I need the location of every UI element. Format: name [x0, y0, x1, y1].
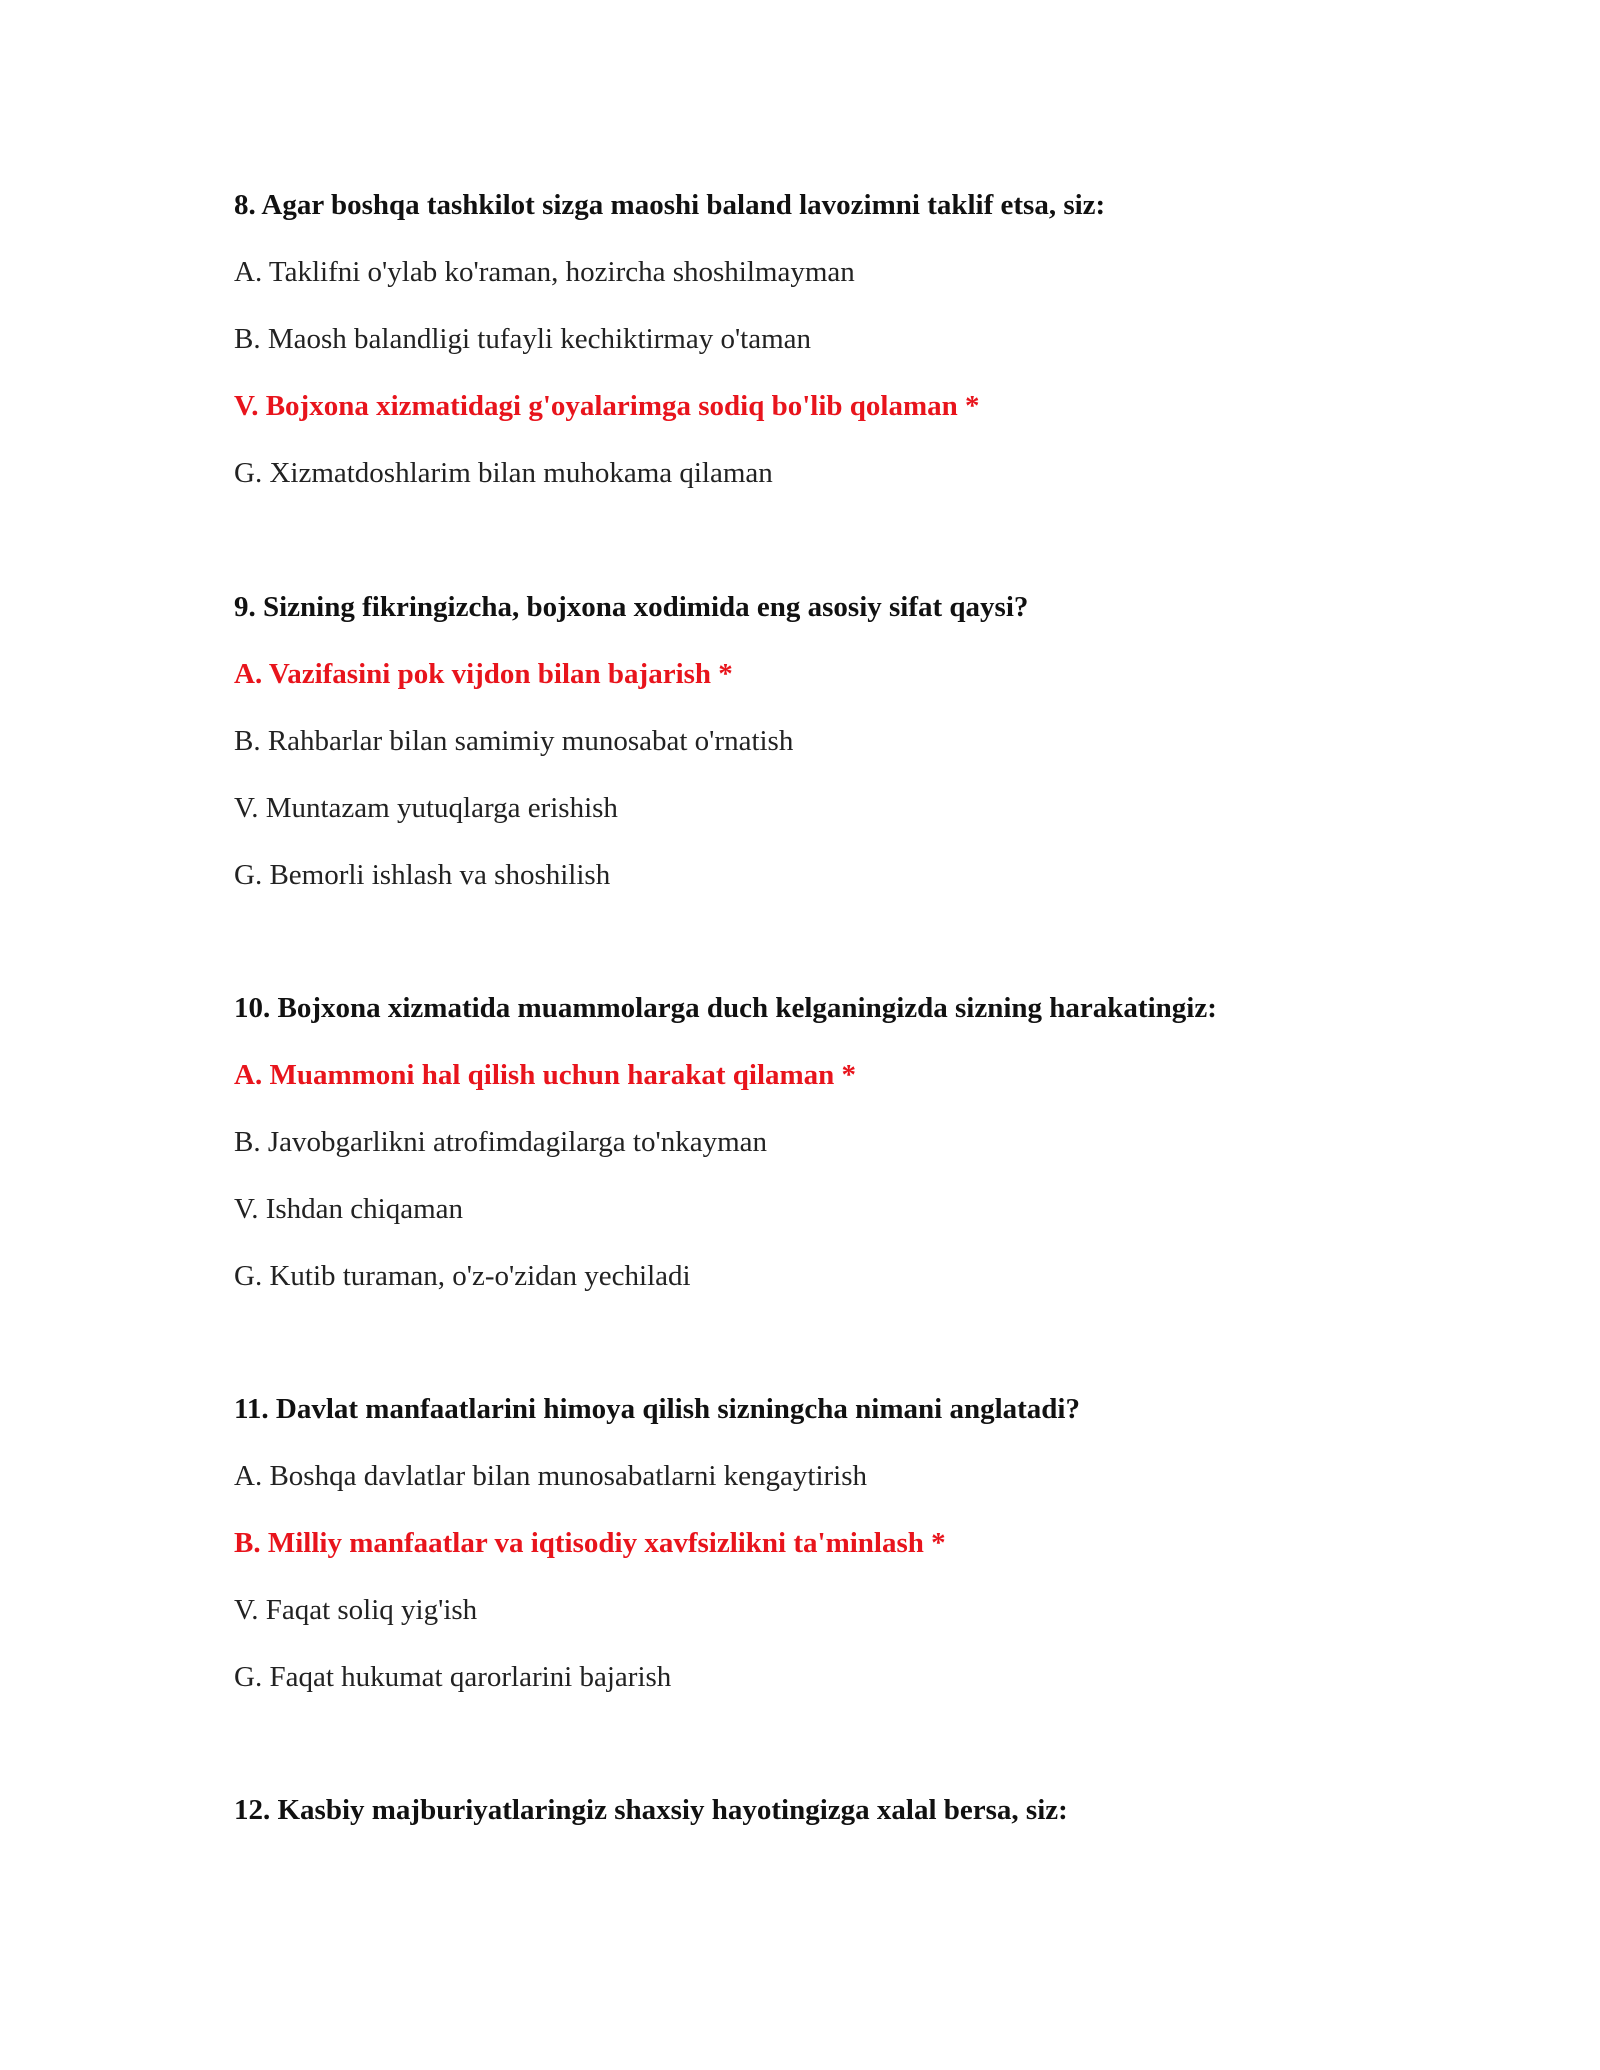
question-8-title: 8. Agar boshqa tashkilot sizga maoshi baland lavozimni taklif etsa, siz: — [234, 189, 1106, 221]
question-9-option-v: V. Muntazam yutuqlarga erishish — [234, 792, 618, 824]
question-11-option-v: V. Faqat soliq yig'ish — [234, 1594, 478, 1626]
question-10-option-a-correct: A. Muammoni hal qilish uchun harakat qilaman * — [234, 1059, 857, 1091]
question-11-option-g: G. Faqat hukumat qarorlarini bajarish — [234, 1661, 672, 1693]
question-10-option-g: G. Kutib turaman, o'z-o'zidan yechiladi — [234, 1260, 691, 1292]
question-11-title: 11. Davlat manfaatlarini himoya qilish sizningcha nimani anglatadi? — [234, 1393, 1080, 1425]
question-9-option-b: B. Rahbarlar bilan samimiy munosabat o'rnatish — [234, 725, 794, 757]
question-11-option-b-correct: B. Milliy manfaatlar va iqtisodiy xavfsizlikni ta'minlash * — [234, 1527, 946, 1559]
question-9-title: 9. Sizning fikringizcha, bojxona xodimida eng asosiy sifat qaysi? — [234, 591, 1029, 623]
question-10-option-b: B. Javobgarlikni atrofimdagilarga to'nkayman — [234, 1126, 768, 1158]
question-10-option-v: V. Ishdan chiqaman — [234, 1193, 463, 1225]
question-8-option-v-correct: V. Bojxona xizmatidagi g'oyalarimga sodiq bo'lib qolaman * — [234, 390, 980, 422]
question-11-option-a: A. Boshqa davlatlar bilan munosabatlarni kengaytirish — [234, 1460, 868, 1492]
question-8-option-g: G. Xizmatdoshlarim bilan muhokama qilaman — [234, 457, 773, 489]
question-8-option-b: B. Maosh balandligi tufayli kechiktirmay o'taman — [234, 323, 812, 355]
question-8-option-a: A. Taklifni o'ylab ko'raman, hozircha shoshilmayman — [234, 256, 855, 288]
question-10-title: 10. Bojxona xizmatida muammolarga duch kelganingizda sizning harakatingiz: — [234, 992, 1217, 1024]
question-9-option-a-correct: A. Vazifasini pok vijdon bilan bajarish * — [234, 658, 733, 690]
question-12-title: 12. Kasbiy majburiyatlaringiz shaxsiy hayotingizga xalal bersa, siz: — [234, 1794, 1068, 1826]
question-9-option-g: G. Bemorli ishlash va shoshilish — [234, 859, 611, 891]
